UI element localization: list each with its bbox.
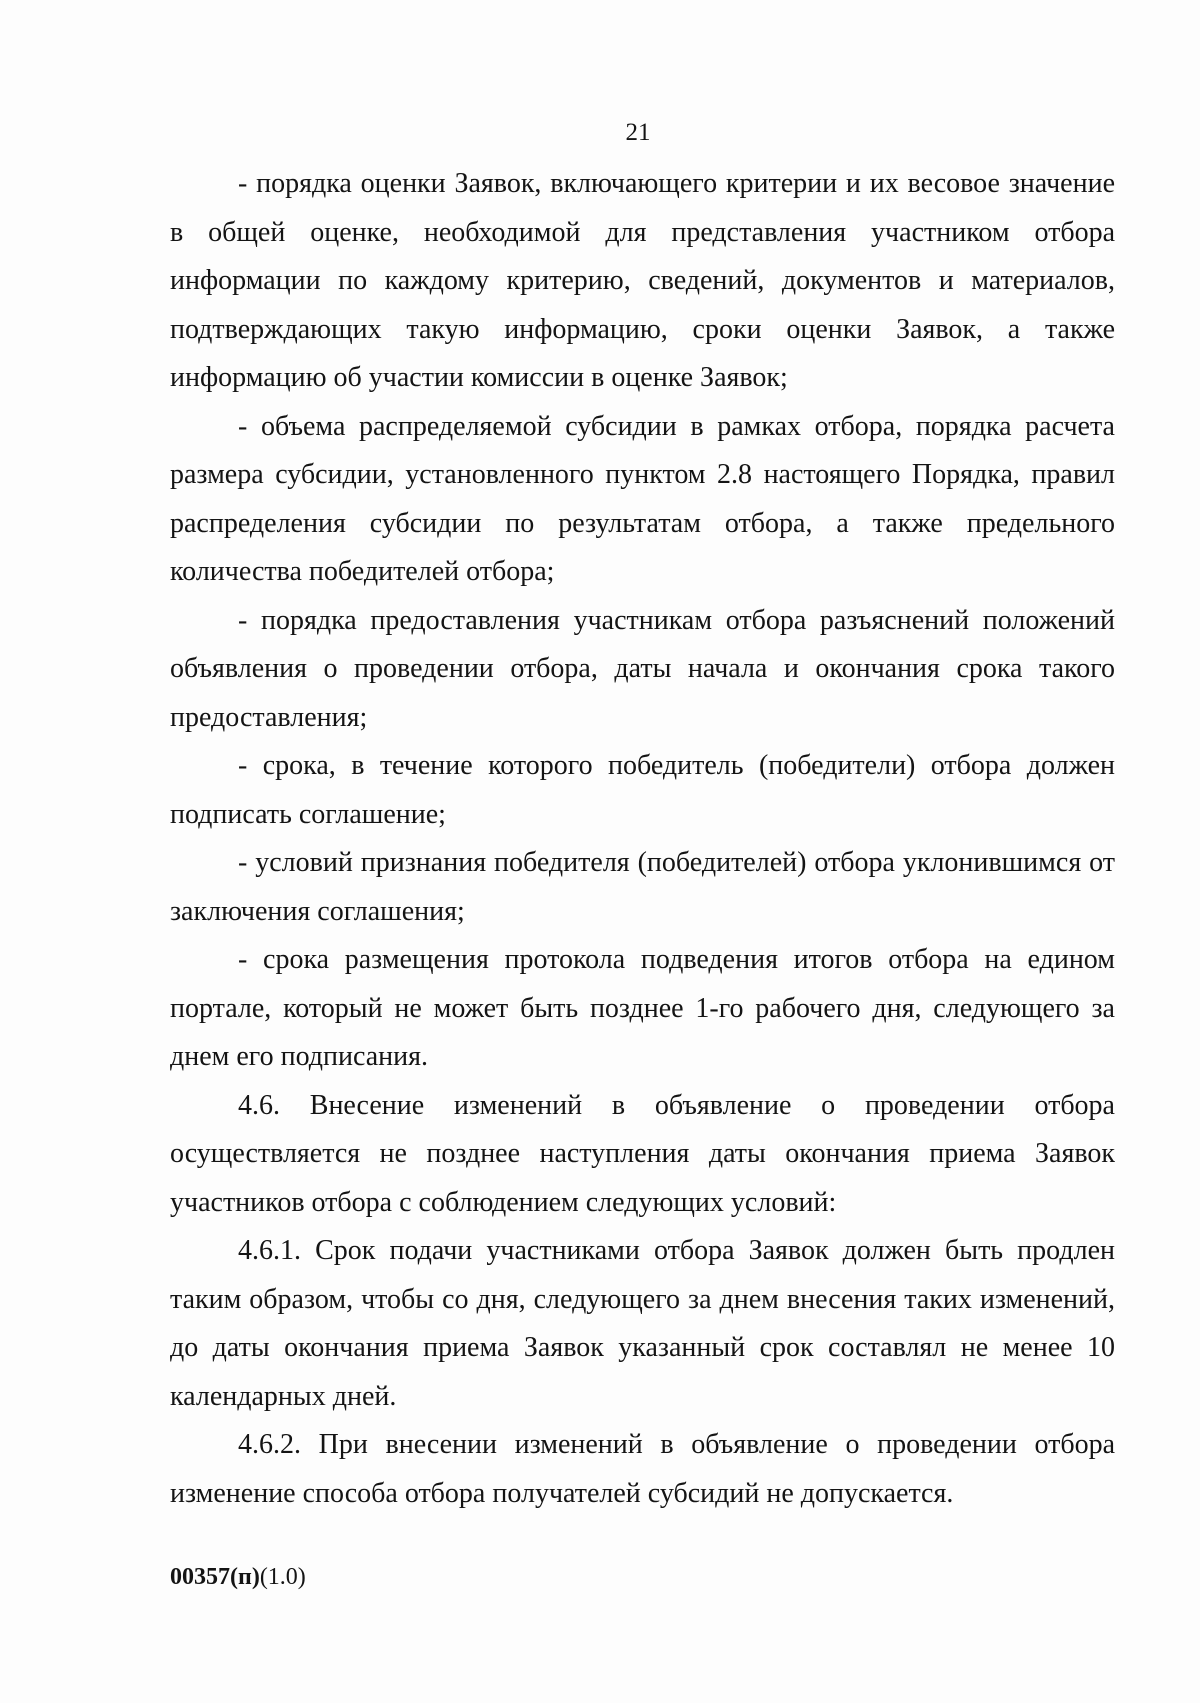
document-body (170, 160, 1115, 1518)
document-code-version: (1.0) (259, 1564, 306, 1590)
paragraph-4-6: 4.6. Внесение изменений в объявление о проведении отбора осуществляется не позднее наступления даты окончания приема Заявок участников отбора с соблюдением следующих условий: (170, 1089, 1115, 1218)
paragraph-4-6-1: 4.6.1. Срок подачи участниками отбора Заявок должен быть продлен таким образом, чтобы со дня, следующего за днем внесения таких изменений, до даты окончания приема Заявок указанный срок составлял не менее 10 календарных дней. (170, 1235, 1115, 1412)
page-number: 21 (625, 119, 651, 146)
paragraph-evasion-conditions: - условий признания победителя (победителей) отбора уклонившимся от заключения соглашения; (170, 847, 1115, 927)
paragraph-protocol-posting: - срока размещения протокола подведения итогов отбора на едином портале, который не может быть позднее 1-го рабочего дня, следующего за днем его подписания. (170, 944, 1115, 1072)
paragraph-clarifications: - порядка предоставления участникам отбора разъяснений положений объявления о проведении отбора, даты начала и окончания срока такого предоставления; (170, 604, 1115, 733)
paragraph-subsidy-volume: - объема распределяемой субсидии в рамках отбора, порядка расчета размера субсидии, установленного пунктом 2.8 настоящего Порядка, правил распределения субсидии по результатам отбора, а также предельного количества победителей отбора; (170, 410, 1115, 587)
paragraph-signing-term: - срока, в течение которого победитель (победители) отбора должен подписать соглашение; (170, 750, 1115, 830)
paragraph-4-6-2: 4.6.2. При внесении изменений в объявление о проведении отбора изменение способа отбора получателей субсидий не допускается. (170, 1429, 1115, 1509)
document-code-number: 00357(п) (170, 1564, 260, 1590)
paragraph-evaluation-order: - порядка оценки Заявок, включающего критерии и их весовое значение в общей оценке, необходимой для представления участником отбора информации по каждому критерию, сведений, документов и материалов, подтверждающих такую информацию, сроки оценки Заявок, а также информацию об участии комиссии в оценке Заявок; (170, 168, 1115, 393)
document-code (170, 1562, 306, 1592)
